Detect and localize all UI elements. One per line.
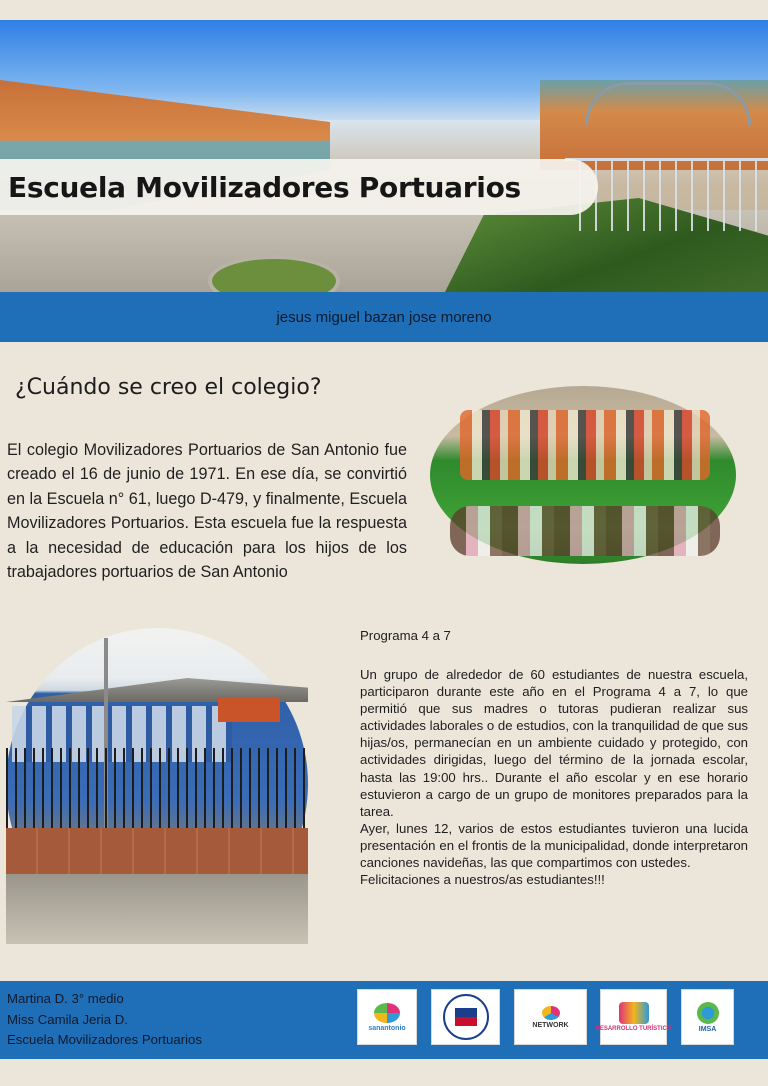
school-crest-logo — [431, 989, 500, 1045]
footer-band — [0, 981, 768, 1059]
students-on-grass-photo — [430, 386, 736, 564]
program-paragraph: Un grupo de alrededor de 60 estudiantes de nuestra escuela, participaron durante este año en el Programa 4 a 7, lo que permitió que sus madres o tutoras pudieran realizar sus actividades laborales o de estudios, con la tranquilidad de que sus hijas/os, permanecían en un ambiente cuidado y protegido, con actividades dirigidas, luego del término de la jornada escolar, hasta las 19:00 hrs.. Durante el año escolar y en ese horario estuvieron a cargo de un grupo de monitores preparados para la tarea. — [360, 667, 748, 819]
desarrollo-turistico-logo: DESARROLLO TURÍSTICO — [600, 989, 667, 1045]
imsa-logo: IMSA — [681, 989, 734, 1045]
section-heading: ¿Cuándo se creo el colegio? — [15, 375, 322, 400]
title-banner — [0, 159, 598, 215]
program-title: Programa 4 a 7 — [360, 628, 451, 643]
page-title: Escuela Movilizadores Portuarios — [8, 170, 521, 204]
program-body — [360, 666, 748, 888]
school-building-photo — [6, 628, 308, 940]
credit-line: Martina D. 3° medio — [7, 991, 124, 1006]
credit-line: Escuela Movilizadores Portuarios — [7, 1032, 202, 1047]
author-name: jesus miguel bazan jose moreno — [276, 308, 492, 326]
credit-line: Miss Camila Jeria D. — [7, 1011, 128, 1027]
program-paragraph: Ayer, lunes 12, varios de estos estudiantes tuvieron una lucida presentación en el frontis de la municipalidad, donde interpretaron canciones navideñas, las que compartimos con ustedes. — [360, 820, 748, 871]
network-logo: NETWORK — [514, 989, 587, 1045]
credits — [7, 989, 202, 1051]
author-bar — [0, 292, 768, 342]
history-paragraph: El colegio Movilizadores Portuarios de San Antonio fue creado el 16 de junio de 1971. En ese día, se convirtió en la Escuela n° 61, luego D-479, y finalmente, Escuela Movilizadores Portuarios. Esta escuela fue la respuesta a la necesidad de educación para los hijos de los trabajadores portuarios de San Antonio — [7, 441, 407, 582]
hero-school-courtyard-photo — [0, 20, 768, 292]
san-antonio-logo: sanantonio — [357, 989, 417, 1045]
program-paragraph: Felicitaciones a nuestros/as estudiantes!!! — [360, 872, 605, 888]
